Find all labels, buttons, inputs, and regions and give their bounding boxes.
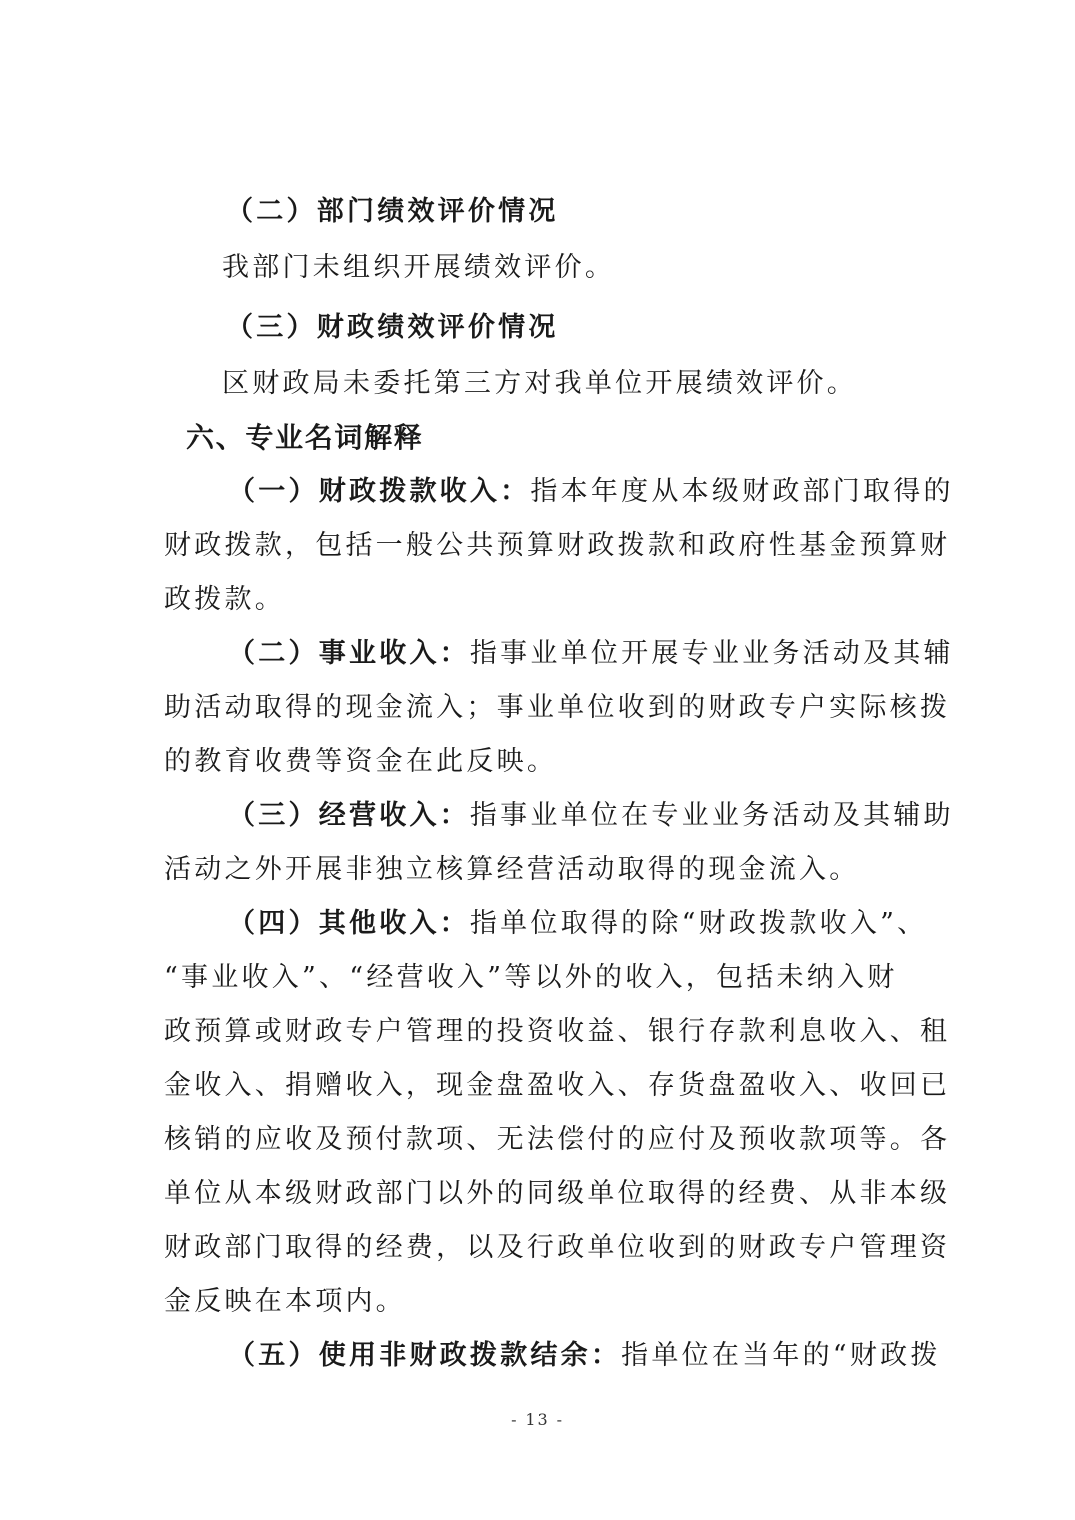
section-text-performance-finance: 区财政局未委托第三方对我单位开展绩效评价。: [222, 368, 858, 399]
term-text-line: 单位从本级财政部门以外的同级单位取得的经费、从非本级: [164, 1178, 951, 1209]
term-text-line: 金收入、捐赠收入，现金盘盈收入、存货盘盈收入、收回已: [164, 1070, 951, 1101]
term-text: 指单位取得的除“财政拨款收入”、: [469, 908, 928, 939]
term-text-line: 政拨款。: [164, 584, 285, 615]
heading-glossary: 六、专业名词解释: [186, 421, 424, 454]
term-label: （四）其他收入：: [228, 908, 470, 939]
term-text-line: 政预算或财政专户管理的投资收益、银行存款利息收入、租: [164, 1016, 951, 1047]
term-text-line: “事业收入”、“经营收入”等以外的收入，包括未纳入财: [164, 962, 898, 993]
term-label: （三）经营收入：: [228, 800, 470, 831]
term-text: 指单位在当年的“财政拨: [621, 1340, 941, 1371]
section-title-performance-finance: （三）财政绩效评价情况: [226, 312, 559, 343]
term-text: 指事业单位在专业业务活动及其辅助: [469, 800, 954, 831]
term-text-line: 核销的应收及预付款项、无法偿付的应付及预收款项等。各: [164, 1124, 951, 1155]
term-text-line: 的教育收费等资金在此反映。: [164, 746, 558, 777]
term-text-line: 助活动取得的现金流入；事业单位收到的财政专户实际核拨: [164, 692, 951, 723]
term-label: （一）财政拨款收入：: [228, 476, 531, 507]
term-paragraph-line: [228, 906, 927, 942]
term-text-line: 金反映在本项内。: [164, 1286, 406, 1317]
term-text-line: 财政拨款，包括一般公共预算财政拨款和政府性基金预算财: [164, 530, 951, 561]
section-text-performance-dept: 我部门未组织开展绩效评价。: [222, 252, 616, 283]
term-label: （五）使用非财政拨款结余：: [228, 1340, 622, 1371]
page-number: - 13 -: [511, 1410, 564, 1429]
term-paragraph-line: [228, 636, 954, 672]
term-text: 指事业单位开展专业业务活动及其辅: [469, 638, 954, 669]
term-text-line: 活动之外开展非独立核算经营活动取得的现金流入。: [164, 854, 860, 885]
term-paragraph-line: [228, 474, 954, 510]
section-title-performance-dept: （二）部门绩效评价情况: [226, 196, 559, 227]
term-text-line: 财政部门取得的经费，以及行政单位收到的财政专户管理资: [164, 1232, 951, 1263]
term-label: （二）事业收入：: [228, 638, 470, 669]
term-paragraph-line: [228, 798, 954, 834]
term-paragraph-line: [228, 1338, 941, 1374]
term-text: 指本年度从本级财政部门取得的: [530, 476, 954, 507]
